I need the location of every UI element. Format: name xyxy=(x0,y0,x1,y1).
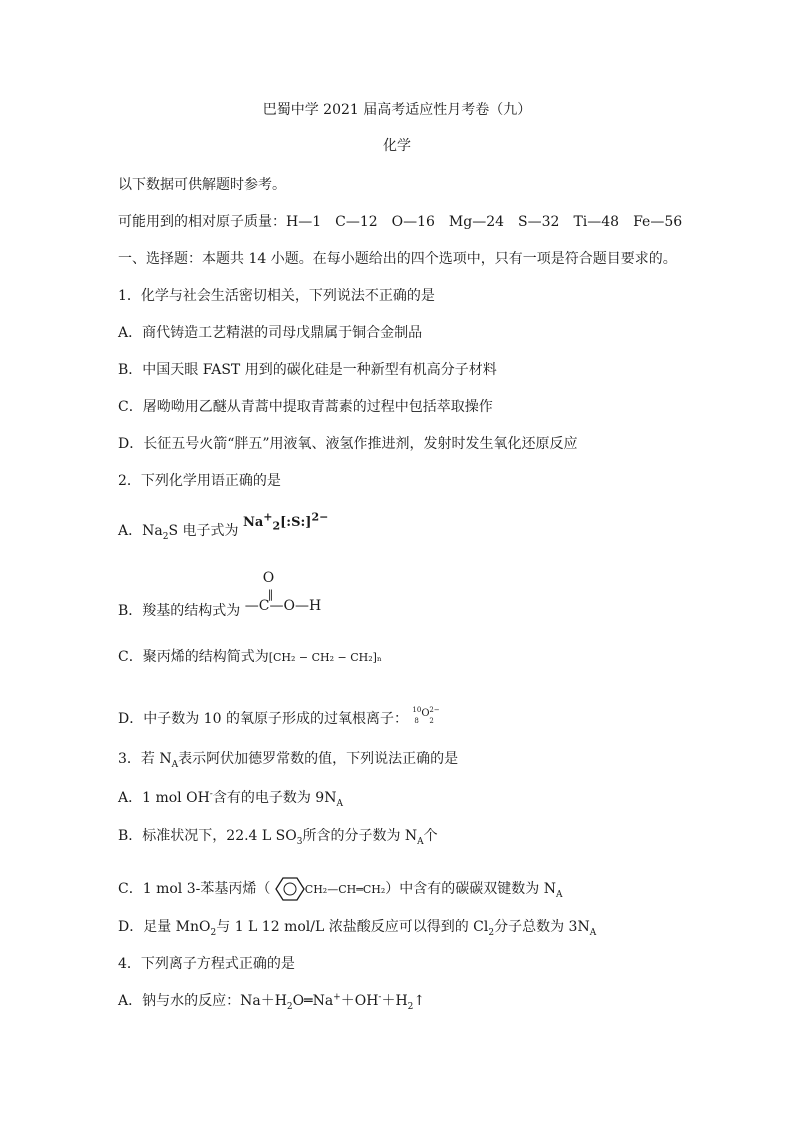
carboxyl-structure: O ‖ —C—O—H xyxy=(244,570,322,614)
reference-note: 以下数据可供解题时参考。 xyxy=(118,177,286,193)
propenyl-chain: CH₂—CH═CH₂ xyxy=(304,883,386,896)
q2-option-d: D．中子数为 10 的氧原子形成的过氧根离子： 10 8 O 2 2− xyxy=(118,705,446,728)
benzene-ring-icon xyxy=(275,876,305,902)
na2s-electron-formula: $Na^+_2[:S:]^{2-}$ xyxy=(242,510,329,533)
q1-option-d: D．长征五号火箭“胖五”用液氧、液氢作推进剂，发射时发生氧化还原反应 xyxy=(118,436,578,452)
q1-stem: 1．化学与社会生活密切相关，下列说法不正确的是 xyxy=(118,288,435,304)
exam-title: 巴蜀中学 2021 届高考适应性月考卷（九） xyxy=(262,102,532,118)
q2-option-c: C．聚丙烯的结构简式为[CH₂ − CH₂ − CH₂]ₙ xyxy=(118,649,382,665)
q1-option-a: A．商代铸造工艺精湛的司母戊鼎属于铜合金制品 xyxy=(118,325,423,341)
q3-option-a: A．1 mol OH-含有的电子数为 $9N_A$ xyxy=(118,789,343,809)
polypropylene-formula: [CH₂ − CH₂ − CH₂]ₙ xyxy=(268,651,382,664)
atomic-masses: 可能用到的相对原子质量：H—1 C—12 O—16 Mg—24 S—32 Ti—48 Fe—56 xyxy=(118,214,683,230)
q4-option-a: A．钠与水的反应：$Na+H_2O═Na^++OH^-+H_2↑$ xyxy=(118,992,426,1012)
q2-stem: 2．下列化学用语正确的是 xyxy=(118,473,281,489)
q3-option-b: B．标准状况下，22.4 L $SO_3$所含的分子数为 $N_A$个 xyxy=(118,828,438,847)
q2-option-b: B．羧基的结构式为 O ‖ —C—O—H xyxy=(118,597,345,620)
q4-stem: 4．下列离子方程式正确的是 xyxy=(118,956,295,972)
q1-option-c: C．屠呦呦用乙醚从青蒿中提取青蒿素的过程中包括萃取操作 xyxy=(118,399,493,415)
q3-stem: 3．若 $N_A$表示阿伏加德罗常数的值，下列说法正确的是 xyxy=(118,751,459,770)
q2-option-a: A．$Na_2S$ 电子式为 $Na^+_2[:S:]^{2-}$ xyxy=(118,510,329,542)
q1-option-b: B．中国天眼 FAST 用到的碳化硅是一种新型有机高分子材料 xyxy=(118,362,497,378)
q3-option-d: D．足量 MnO$_2$与 1 L 12 mol/L 浓盐酸反应可以得到的 $Cl_2$分子总数为 $3N_A$ xyxy=(118,919,597,938)
section-heading: 一、选择题：本题共 14 小题。在每小题给出的四个选项中，只有一项是符合题目要求的。 xyxy=(118,251,677,267)
peroxide-ion-formula: 10 8 O 2 2− xyxy=(412,706,440,725)
q3-option-c: C．1 mol 3-苯基丙烯（ CH₂—CH═CH₂）中含有的碳碳双键数为 $N_A$ xyxy=(118,876,562,902)
subject-title: 化学 xyxy=(383,138,411,154)
